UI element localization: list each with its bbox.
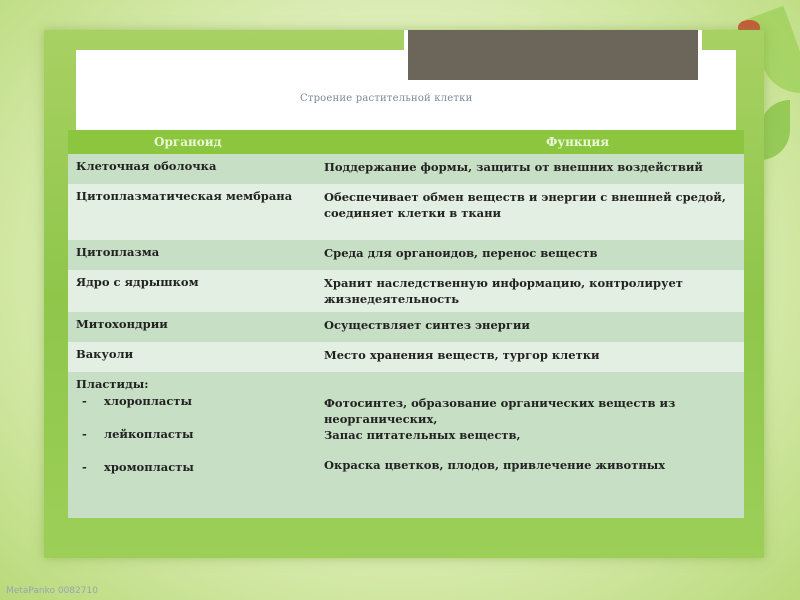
- organoid-table: [68, 130, 744, 518]
- plastid-item: [76, 393, 308, 410]
- table-row: [68, 154, 744, 184]
- plastid-name: хромопласты: [104, 460, 194, 474]
- table-row: [68, 312, 744, 342]
- plastid-item: [76, 459, 308, 476]
- function-cell: Место хранения веществ, тургор клетки: [324, 348, 600, 362]
- function-cell: Среда для органоидов, перенос веществ: [324, 246, 598, 260]
- plastid-name: лейкопласты: [104, 427, 194, 441]
- organoid-cell: Вакуоли: [76, 347, 134, 361]
- plastid-function: Окраска цветков, плодов, привлечение животных: [324, 458, 666, 472]
- table-row: [68, 342, 744, 372]
- table-header: [68, 130, 744, 154]
- organoid-cell: Цитоплазматическая мембрана: [76, 189, 293, 203]
- organoid-cell: Ядро с ядрышком: [76, 275, 199, 289]
- organoid-cell: Митохондрии: [76, 317, 168, 331]
- table-row: [68, 240, 744, 270]
- function-cell: Обеспечивает обмен веществ и энергии с внешней средой, соединяет клетки в ткани: [324, 190, 726, 220]
- table-row: [68, 270, 744, 312]
- header-function: Функция: [546, 135, 610, 149]
- plastid-name: хлоропласты: [104, 394, 192, 408]
- bullet-mark: -: [82, 394, 87, 408]
- function-cell: Хранит наследственную информацию, контролирует жизнедеятельность: [324, 276, 683, 306]
- function-cell: Поддержание формы, защиты от внешних воздействий: [324, 160, 703, 174]
- plastid-item: [76, 426, 308, 443]
- plastid-function: Фотосинтез, образование органических веществ из неорганических,: [324, 396, 676, 426]
- function-cell: Осуществляет синтез энергии: [324, 318, 530, 332]
- organoid-cell: Клеточная оболочка: [76, 159, 217, 173]
- bullet-mark: -: [82, 427, 87, 441]
- plastids-title: Пластиды:: [76, 377, 149, 391]
- function-cell: [316, 372, 744, 518]
- footer-watermark: MetaPanko 0082710: [6, 586, 98, 596]
- organoid-cell: Цитоплазма: [76, 245, 160, 259]
- table-row-plastids: [68, 372, 744, 518]
- title-dark-box: [404, 30, 702, 84]
- slide-subtitle: Строение растительной клетки: [300, 93, 473, 104]
- plastid-function: Запас питательных веществ,: [324, 428, 521, 442]
- bullet-mark: -: [82, 460, 87, 474]
- organoid-cell: [68, 372, 316, 518]
- header-organoid: Органоид: [154, 135, 222, 149]
- table-row: [68, 184, 744, 240]
